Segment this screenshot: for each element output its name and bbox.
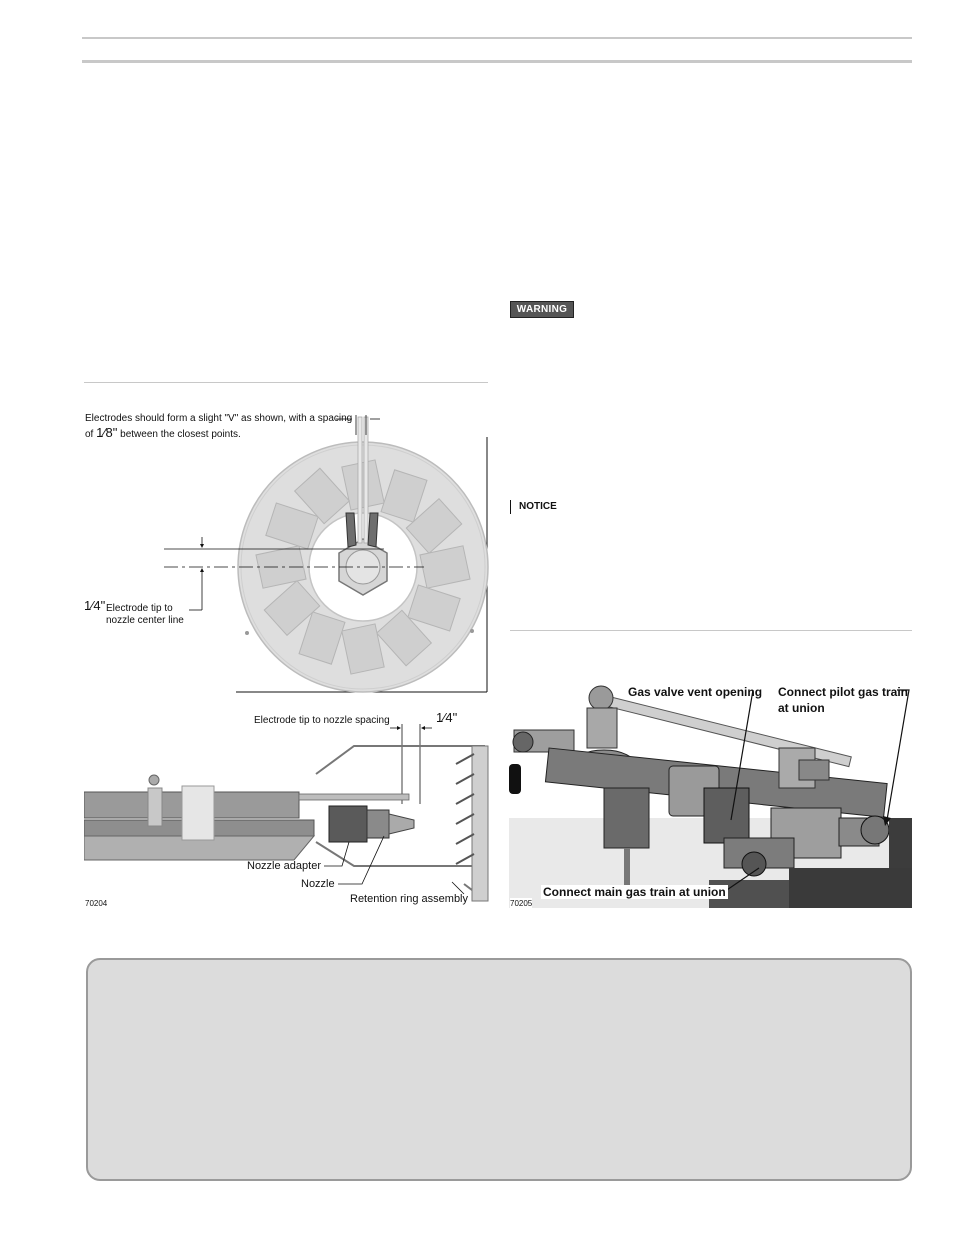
tip-fraction: 1⁄4" [84, 598, 106, 613]
pilot-train-label-line1: Connect pilot gas train [778, 685, 909, 699]
electrode-instruction-line1: Electrodes should form a slight "V" as shown, with a spacing [85, 413, 353, 424]
nozzle-label: Nozzle [301, 878, 335, 890]
spacing-fraction: 1⁄8" [96, 425, 118, 440]
instruction-of: of [85, 429, 94, 440]
gas-train-photo [509, 668, 912, 908]
nozzle-side-drawing [84, 724, 489, 904]
header-rule-top [82, 37, 912, 39]
notice-badge: NOTICE [510, 500, 557, 514]
vent-opening-label: Gas valve vent opening [628, 685, 763, 699]
tip-label-line1: Electrode tip to [106, 603, 173, 614]
electrode-top-view-drawing [84, 405, 489, 695]
side-spacing-label: Electrode tip to nozzle spacing [254, 715, 390, 726]
header-rule-bottom [82, 60, 912, 63]
main-train-label: Connect main gas train at union [543, 885, 726, 899]
figure-right-rule [510, 630, 912, 631]
tip-label-line2: nozzle center line [106, 615, 184, 626]
pilot-train-label-line2: at union [778, 701, 825, 715]
retention-ring-label: Retention ring assembly [350, 893, 469, 905]
note-box [86, 958, 912, 1181]
side-spacing-fraction: 1⁄4" [436, 710, 458, 725]
figure-left-rule [84, 382, 488, 383]
nozzle-adapter-label: Nozzle adapter [247, 860, 321, 872]
instruction-closest: between the closest points. [120, 429, 241, 440]
figure-number-70205: 70205 [510, 899, 533, 908]
figure-number-70204: 70204 [85, 899, 108, 908]
warning-badge: WARNING [510, 301, 574, 318]
